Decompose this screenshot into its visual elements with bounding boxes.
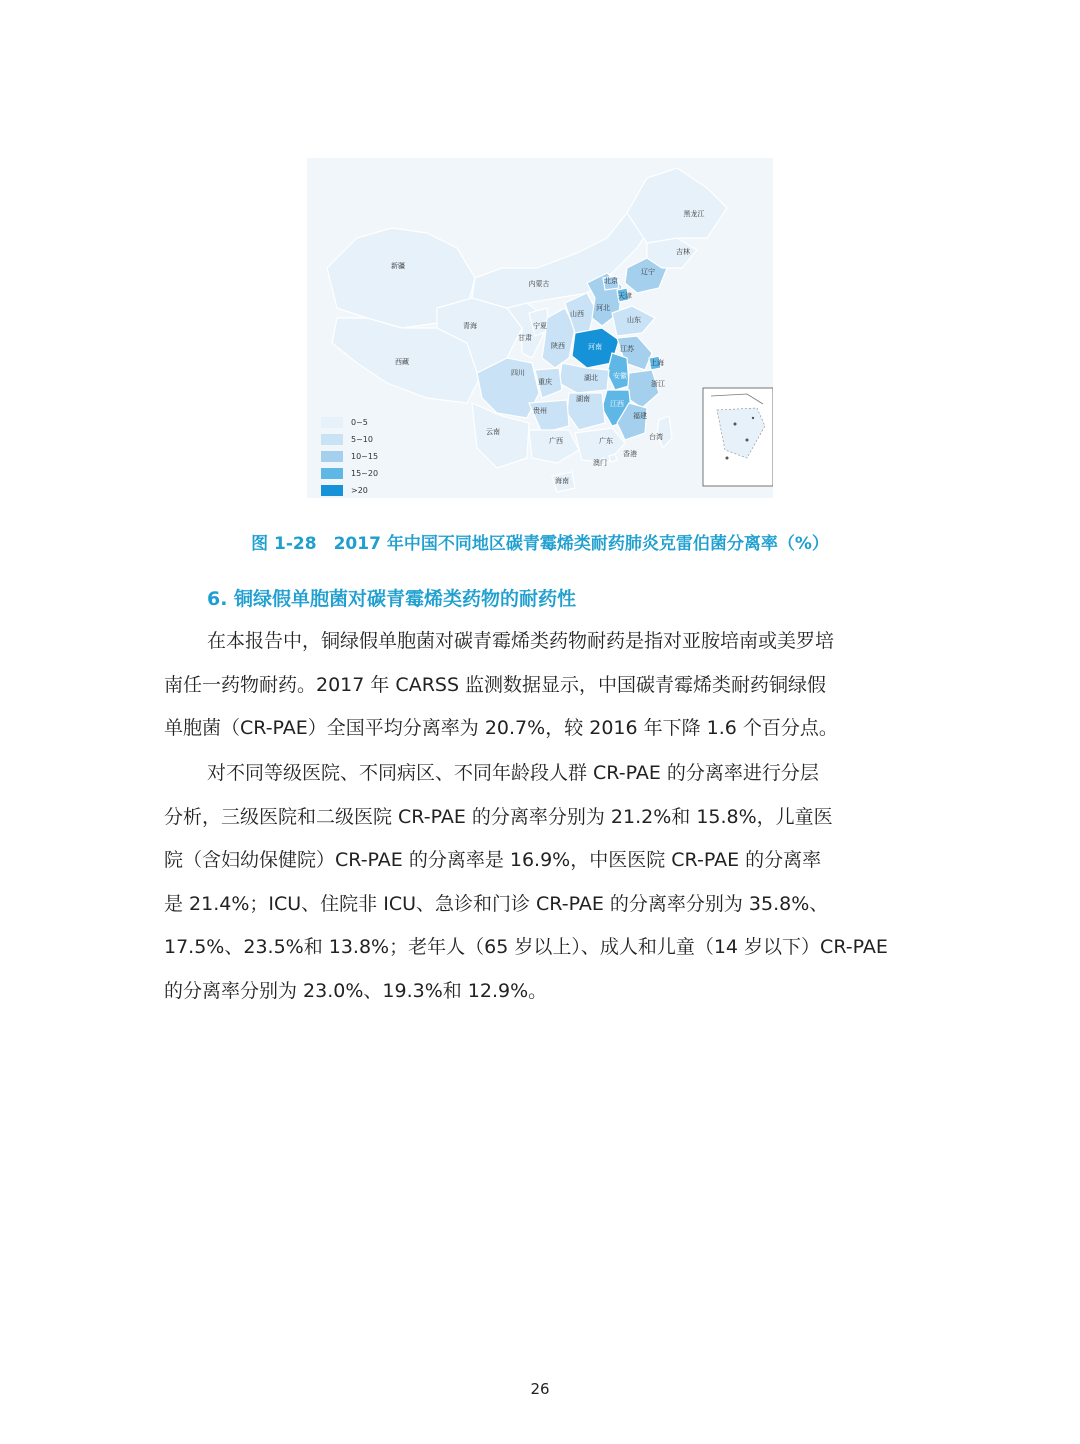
province-label: 贵州	[533, 407, 547, 415]
province-label: 新疆	[391, 262, 405, 270]
province-label: 西藏	[395, 358, 409, 366]
province-label: 河北	[596, 304, 610, 312]
province-label: 甘肃	[518, 334, 532, 342]
province-label: 山西	[570, 310, 584, 318]
province-label: 广西	[549, 437, 563, 445]
paragraph-2	[164, 752, 919, 1013]
map-legend	[321, 414, 378, 499]
province-label: 上海	[650, 359, 664, 367]
paragraph-line: 院（含妇幼保健院）CR-PAE 的分离率是 16.9%，中医医院 CR-PAE 的分离率	[164, 849, 822, 871]
province-label: 天津	[618, 292, 632, 300]
province-label: 湖北	[584, 374, 598, 382]
province-label: 河南	[588, 343, 602, 351]
figure-caption: 图 1-28 2017 年中国不同地区碳青霉烯类耐药肺炎克雷伯菌分离率（%）	[251, 534, 829, 554]
province-guangxi	[529, 430, 579, 463]
south-china-sea-inset	[703, 388, 773, 486]
province-label: 安徽	[613, 372, 627, 380]
legend-label: 5~10	[351, 435, 373, 444]
province-label: 黑龙江	[683, 210, 705, 218]
province-guizhou	[529, 400, 569, 433]
province-label: 四川	[511, 369, 525, 377]
legend-swatch	[321, 434, 343, 445]
legend-label: 15~20	[351, 469, 379, 478]
province-label: 陕西	[551, 342, 565, 350]
province-label: 台湾	[649, 433, 663, 441]
province-hongkong	[609, 454, 617, 462]
province-label: 山东	[627, 316, 641, 324]
paragraph-line: 是 21.4%；ICU、住院非 ICU、急诊和门诊 CR-PAE 的分离率分别为 35.8%、	[164, 892, 829, 915]
legend-item	[321, 414, 378, 431]
legend-swatch	[321, 485, 343, 496]
province-label: 云南	[486, 428, 500, 436]
province-label: 重庆	[538, 378, 552, 386]
province-label: 浙江	[651, 380, 665, 388]
province-label: 香港	[623, 450, 637, 458]
legend-swatch	[321, 451, 343, 462]
paragraph-line: 对不同等级医院、不同病区、不同年龄段人群 CR-PAE 的分离率进行分层	[207, 762, 819, 784]
province-zhejiang	[627, 370, 659, 408]
province-label: 广东	[599, 437, 613, 445]
province-label: 宁夏	[533, 322, 547, 330]
legend-swatch	[321, 468, 343, 479]
province-label: 江苏	[620, 345, 634, 353]
legend-item	[321, 448, 378, 465]
province-label: 福建	[633, 412, 647, 420]
province-label: 江西	[610, 400, 624, 408]
province-taiwan	[657, 416, 672, 448]
paragraph-1	[164, 620, 919, 751]
paragraph-line: 的分离率分别为 23.0%、19.3%和 12.9%。	[164, 979, 548, 1002]
legend-item	[321, 465, 378, 482]
legend-item	[321, 431, 378, 448]
province-heilongjiang	[627, 168, 727, 243]
legend-label: 0~5	[351, 418, 368, 427]
paragraph-line: 在本报告中，铜绿假单胞菌对碳青霉烯类药物耐药是指对亚胺培南或美罗培	[207, 630, 835, 652]
province-label: 澳门	[593, 459, 607, 467]
province-label: 北京	[604, 277, 618, 285]
legend-label: 10~15	[351, 452, 379, 461]
province-label: 湖南	[576, 395, 590, 403]
province-label: 辽宁	[641, 268, 655, 276]
legend-label: >20	[351, 486, 368, 495]
province-guangdong	[575, 428, 625, 463]
page-number: 26	[530, 1380, 550, 1398]
legend-swatch	[321, 417, 343, 428]
paragraph-line: 17.5%、23.5%和 13.8%；老年人（65 岁以上）、成人和儿童（14 岁以下）CR-PAE	[164, 936, 888, 958]
paragraph-line: 分析，三级医院和二级医院 CR-PAE 的分离率分别为 21.2%和 15.8%，儿童医	[164, 805, 833, 828]
legend-item	[321, 482, 378, 499]
province-label: 海南	[555, 477, 569, 485]
province-label: 青海	[463, 322, 477, 330]
province-label: 内蒙古	[528, 280, 550, 288]
province-label: 吉林	[676, 248, 690, 256]
paragraph-line: 单胞菌（CR-PAE）全国平均分离率为 20.7%，较 2016 年下降 1.6 个百分点。	[164, 717, 838, 739]
section-heading: 6. 铜绿假单胞菌对碳青霉烯类药物的耐药性	[207, 588, 577, 610]
paragraph-line: 南任一药物耐药。2017 年 CARSS 监测数据显示，中国碳青霉烯类耐药铜绿假	[164, 673, 827, 696]
